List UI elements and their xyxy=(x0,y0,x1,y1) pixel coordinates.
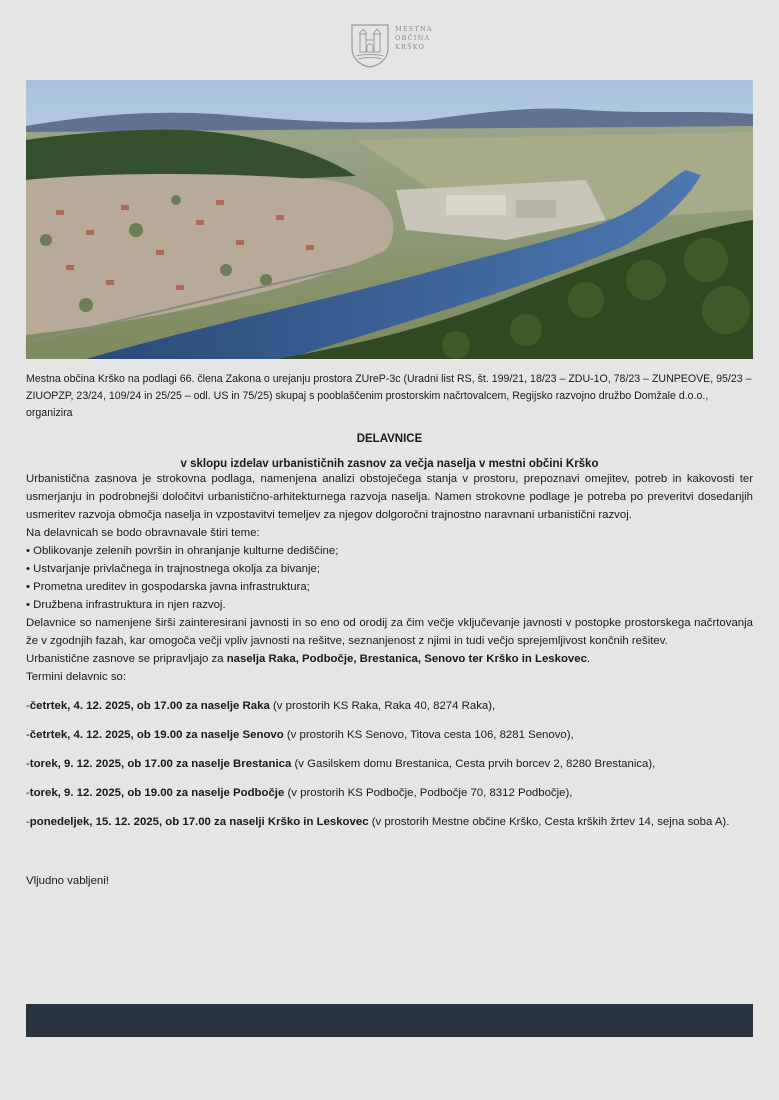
description-paragraph: Urbanistična zasnova je strokovna podlaga, namenjena analizi obstoječega stanja v prostoru, prepoznavi omejitev, potreb in kakovosti ter usmerjanju in podrobnejši določitvi urbanistično-arhitekturnega razvoja naselja. Namen strokovne podlage je potreba po preveritvi dosedanjih usmeritev razvoja območja naselja in vzpostavitvi temeljev za njegov dolgoročni trajnostno naravnani urbanistični razvoj. xyxy=(26,473,753,521)
coat-of-arms-icon xyxy=(351,24,389,68)
term-item xyxy=(26,697,753,715)
term-item xyxy=(26,726,753,744)
municipality-logo xyxy=(351,24,433,68)
document-title: DELAVNICE xyxy=(356,433,423,445)
settlements-list: naselja Raka, Podbočje, Brestanica, Senovo ter Krško in Leskovec xyxy=(226,653,587,665)
term-location: (v prostorih KS Podbočje, Podbočje 70, 8312 Podbočje), xyxy=(284,787,573,799)
term-date: ponedeljek, 15. 12. 2025, ob 17.00 za naselji Krško in Leskovec xyxy=(29,816,369,828)
term-date: četrtek, 4. 12. 2025, ob 17.00 za naselje Raka xyxy=(29,700,270,712)
settlements-suffix: . xyxy=(586,653,591,665)
logo-line-3: KRŠKO xyxy=(395,43,426,51)
document-subtitle: v sklopu izdelav urbanističnih zasnov za večja naselja v mestni občini Krško xyxy=(180,458,599,470)
term-dash: - xyxy=(26,700,30,712)
term-location: (v prostorih Mestne občine Krško, Cesta krških žrtev 14, sejna soba A). xyxy=(368,816,730,828)
term-item xyxy=(26,755,753,773)
term-date: torek, 9. 12. 2025, ob 19.00 za naselje Podbočje xyxy=(29,787,285,799)
term-date: torek, 9. 12. 2025, ob 17.00 za naselje Brestanica xyxy=(29,758,292,770)
settlements-prefix: Urbanistične zasnove se pripravljajo za xyxy=(26,653,227,665)
term-dash: - xyxy=(26,816,30,828)
term-location: (v prostorih KS Senovo, Titova cesta 106, 8281 Senovo), xyxy=(283,729,574,741)
intro-paragraph: Mestna občina Krško na podlagi 66. člena Zakona o urejanju prostora ZUreP-3c (Uradni list RS, št. 199/21, 18/23 – ZDU-1O, 78/23 – ZUNPEOVE, 95/23 –ZIUOPZP, 23/24, 109/24 in 25/25 – odl. US in 75/25) skupaj s pooblaščenim prostorskim načrtovalcem, Regijsko razvojno družbo Domžale d.o.o., organizira xyxy=(26,373,752,419)
logo-line-2: OBČINA xyxy=(395,34,431,42)
topic-item: • Družbena infrastruktura in njen razvoj. xyxy=(26,599,226,611)
topic-item: • Ustvarjanje privlačnega in trajnostnega okolja za bivanje; xyxy=(26,563,320,575)
hero-aerial-photo xyxy=(26,80,753,359)
term-item xyxy=(26,784,753,802)
settlements-paragraph xyxy=(26,650,753,668)
participation-paragraph: Delavnice so namenjene širši zainteresirani javnosti in so eno od orodij za čim večje vključevanje javnosti v postopke prostorskega načrtovanja že v zgodnjih fazah, kar omogoča večji vpliv javnosti na rešitve, seznanjenost z njimi in tudi večjo sprejemljivost končnih rešitev. xyxy=(26,617,753,647)
term-dash: - xyxy=(26,787,30,799)
closing-line: Vljudno vabljeni! xyxy=(26,875,109,887)
term-location: (v Gasilskem domu Brestanica, Cesta prvih borcev 2, 8280 Brestanica), xyxy=(291,758,656,770)
term-dash: - xyxy=(26,729,30,741)
document-body xyxy=(26,371,753,890)
topics-intro: Na delavnicah se bodo obravnavale štiri teme: xyxy=(26,527,260,539)
logo-line-1: MESTNA xyxy=(395,25,433,33)
terms-intro: Termini delavnic so: xyxy=(26,671,127,683)
topic-item: • Prometna ureditev in gospodarska javna infrastruktura; xyxy=(26,581,310,593)
term-location: (v prostorih KS Raka, Raka 40, 8274 Raka), xyxy=(269,700,496,712)
term-dash: - xyxy=(26,758,30,770)
topic-item: • Oblikovanje zelenih površin in ohranjanje kulturne dediščine; xyxy=(26,545,339,557)
footer-bar xyxy=(26,1004,753,1037)
term-item xyxy=(26,813,753,831)
aerial-landscape-photo xyxy=(26,80,753,359)
term-date: četrtek, 4. 12. 2025, ob 19.00 za naselje Senovo xyxy=(29,729,284,741)
